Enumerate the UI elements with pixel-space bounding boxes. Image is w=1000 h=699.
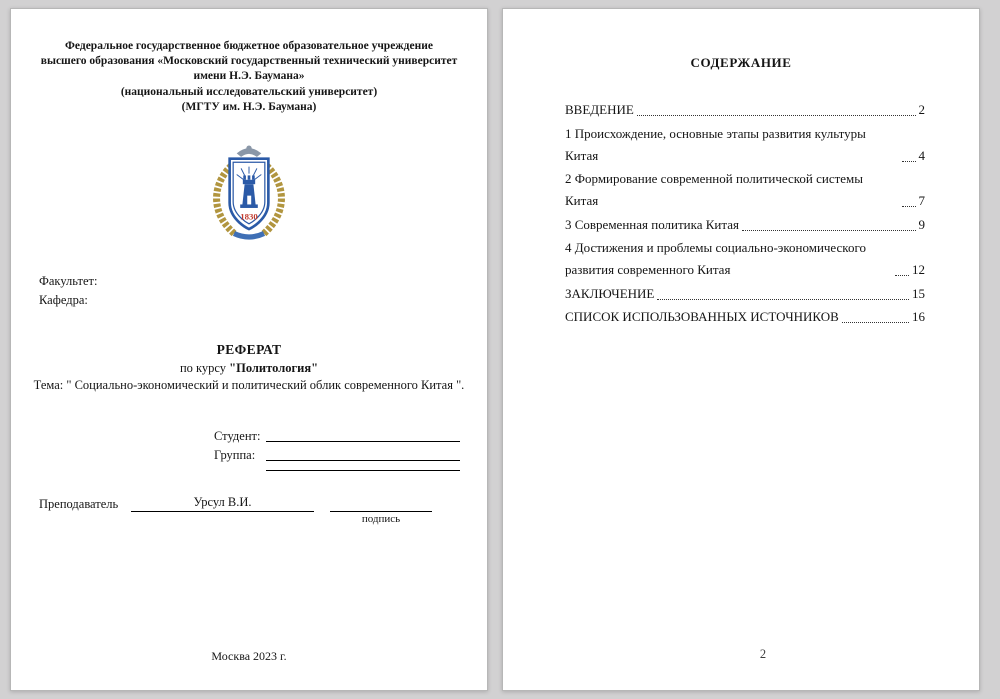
university-header (11, 39, 487, 115)
student-label: Студент: (214, 429, 261, 444)
faculty-label: Факультет: (39, 274, 98, 289)
teacher-label: Преподаватель (39, 497, 119, 512)
course-line (11, 361, 487, 376)
toc-entry-page: 12 (912, 262, 925, 277)
dot-leader (742, 230, 916, 231)
report-title: РЕФЕРАТ (216, 342, 282, 358)
department-label: Кафедра: (39, 293, 88, 308)
course-name: "Политология" (229, 361, 319, 376)
group-label: Группа: (214, 448, 256, 463)
page-number: 2 (759, 647, 767, 661)
toc-entry (565, 306, 925, 328)
toc-page (502, 8, 980, 691)
header-line: имени Н.Э. Баумана» (193, 70, 305, 83)
student-row (214, 425, 460, 444)
dot-leader (657, 299, 909, 300)
toc-entry (565, 237, 925, 281)
toc-entry-page: 9 (918, 216, 925, 232)
city-year-footer: Москва 2023 г. (211, 649, 287, 663)
toc-entry (565, 123, 925, 167)
toc-entry-label: 1 Происхождение, основные этапы развития культуры Китая (565, 125, 866, 163)
toc-entry-page: 16 (912, 309, 925, 324)
header-line: (МГТУ им. Н.Э. Баумана) (181, 100, 317, 113)
teacher-row (11, 495, 487, 512)
faculty-block (11, 272, 487, 310)
header-line: Федеральное государственное бюджетное образовательное учреждение (65, 40, 433, 52)
extra-blank-line (266, 467, 460, 471)
teacher-name: Урсул В.И. (131, 495, 314, 512)
toc-entry-label: 3 Современная политика Китая (565, 216, 739, 232)
student-block (214, 425, 460, 471)
toc-title: СОДЕРЖАНИЕ (690, 55, 792, 70)
course-prefix: по курсу (179, 361, 230, 376)
toc-entry-page: 15 (912, 285, 925, 301)
university-emblem-icon (205, 141, 293, 245)
toc-entry (565, 99, 925, 121)
signature-line (330, 498, 432, 512)
group-value-line (266, 449, 460, 461)
toc-entry-page: 2 (918, 102, 925, 117)
dot-leader (902, 206, 916, 207)
toc-entry-label: ЗАКЛЮЧЕНИЕ (565, 285, 655, 301)
dot-leader (637, 115, 916, 116)
toc-list (503, 99, 979, 328)
dot-leader (842, 322, 909, 323)
group-row (214, 444, 460, 463)
toc-entry-page: 7 (918, 193, 925, 208)
header-line: (национальный исследовательский университет) (120, 85, 378, 98)
signature-caption: подпись (361, 513, 401, 526)
toc-entry (565, 168, 925, 212)
toc-entry-label: СПИСОК ИСПОЛЬЗОВАННЫХ ИСТОЧНИКОВ (565, 309, 839, 324)
toc-entry (565, 214, 925, 236)
university-emblem (11, 141, 487, 250)
toc-entry-label: 2 Формирование современной политической системы Китая (565, 171, 864, 208)
title-page (10, 8, 488, 691)
toc-entry-label: 4 Достижения и проблемы социально-экономического развития современного Китая (565, 240, 866, 277)
toc-entry-page: 4 (918, 147, 925, 163)
extra-blank-row (214, 467, 460, 471)
dot-leader (895, 275, 909, 276)
header-line: высшего образования «Московский государственный технический университет (40, 55, 458, 68)
toc-entry-label: ВВЕДЕНИЕ (565, 102, 634, 117)
emblem-year: 1830 (240, 211, 258, 222)
student-name-line (266, 430, 460, 442)
topic-line: Тема: " Социально-экономический и политический облик современного Китая ". (33, 378, 465, 393)
dot-leader (902, 161, 916, 162)
toc-entry (565, 283, 925, 305)
